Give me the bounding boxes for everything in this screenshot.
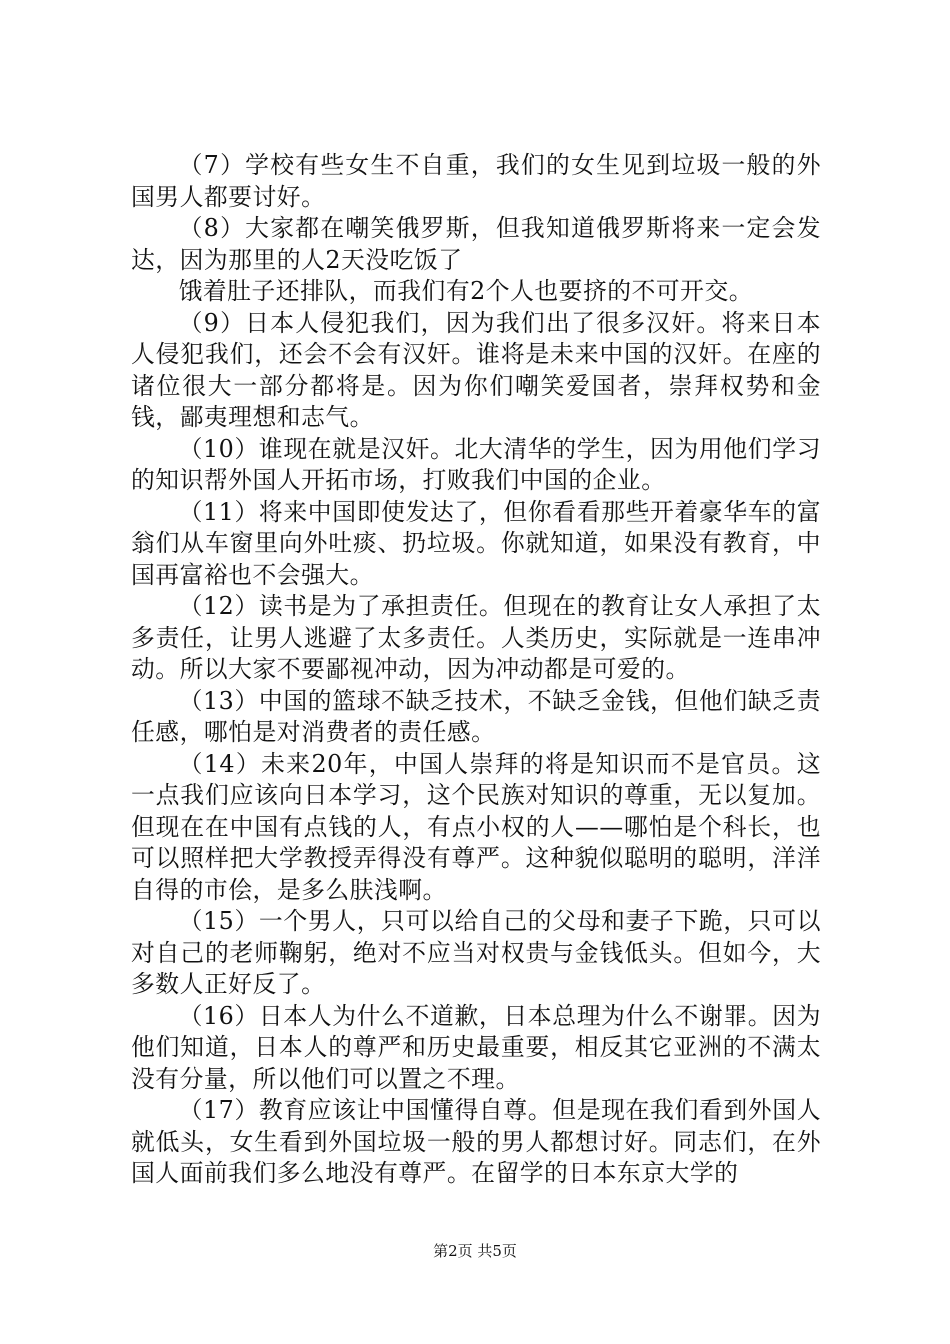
paragraph-11: （11）将来中国即使发达了，但你看看那些开着豪华车的富翁们从车窗里向外吐痰、扔垃圾。你就知道，如果没有教育，中国再富裕也不会强大。 <box>131 497 821 589</box>
paragraph-8: （8）大家都在嘲笑俄罗斯，但我知道俄罗斯将来一定会发达，因为那里的人2天没吃饭了 <box>131 214 821 274</box>
paragraph-10: （10）谁现在就是汉奸。北大清华的学生，因为用他们学习的知识帮外国人开拓市场，打败我们中国的企业。 <box>131 434 821 494</box>
paragraph-8-continued: 饿着肚子还排队，而我们有2个人也要挤的不可开交。 <box>178 277 754 305</box>
page-footer <box>0 1242 950 1260</box>
paragraph-15: （15）一个男人，只可以给自己的父母和妻子下跪，只可以对自己的老师鞠躬，绝对不应当对权贵与金钱低头。但如今，大多数人正好反了。 <box>131 907 821 998</box>
paragraph-12: （12）读书是为了承担责任。但现在的教育让女人承担了太多责任，让男人逃避了太多责任。人类历史，实际就是一连串冲动。所以大家不要鄙视冲动，因为冲动都是可爱的。 <box>131 592 821 683</box>
paragraph-13: （13）中国的篮球不缺乏技术，不缺乏金钱，但他们缺乏责任感，哪怕是对消费者的责任感。 <box>131 686 821 746</box>
paragraph-16: （16）日本人为什么不道歉，日本总理为什么不谢罪。因为他们知道，日本人的尊严和历史最重要，相反其它亚洲的不满太没有分量，所以他们可以置之不理。 <box>131 1001 821 1093</box>
paragraph-7: （7）学校有些女生不自重，我们的女生见到垃圾一般的外国男人都要讨好。 <box>131 151 821 211</box>
page-number: 第2页 共5页 <box>433 1242 517 1260</box>
paragraph-9: （9）日本人侵犯我们，因为我们出了很多汉奸。将来日本人侵犯我们，还会不会有汉奸。谁将是未来中国的汉奸。在座的诸位很大一部分都将是。因为你们嘲笑爱国者，崇拜权势和金钱，鄙夷理想和志气。 <box>131 308 821 431</box>
paragraph-17: （17）教育应该让中国懂得自尊。但是现在我们看到外国人就低头，女生看到外国垃圾一般的男人都想讨好。同志们，在外国人面前我们多么地没有尊严。在留学的日本东京大学的 <box>131 1096 821 1187</box>
paragraph-14: （14）未来20年，中国人崇拜的将是知识而不是官员。这一点我们应该向日本学习，这个民族对知识的尊重，无以复加。但现在在中国有点钱的人，有点小权的人——哪怕是个科长，也可以照样把大学教授弄得没有尊严。这种貌似聪明的聪明，洋洋自得的市侩，是多么肤浅啊。 <box>131 749 821 904</box>
document-body <box>131 150 821 1190</box>
